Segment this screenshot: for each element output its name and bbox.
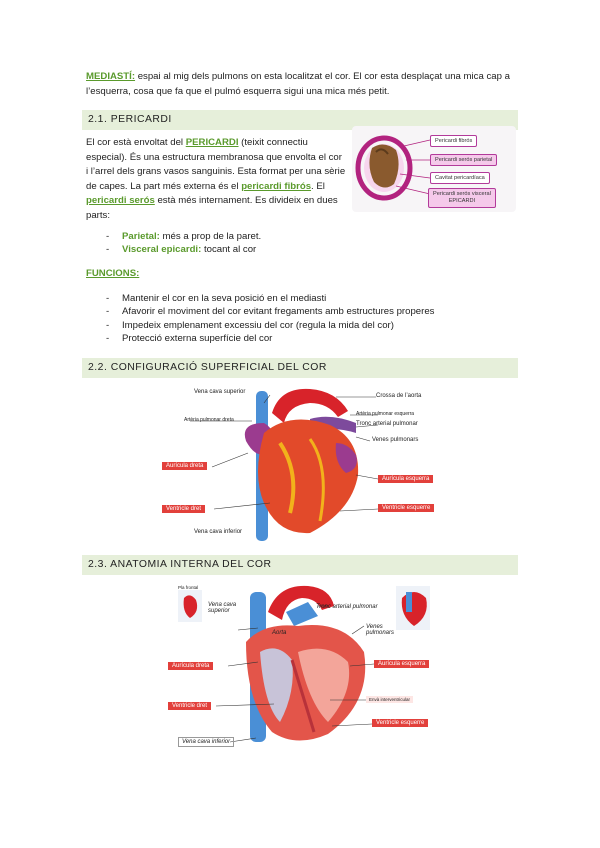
label-arteria-pulmonar-esquerra: Artèria pulmonar esquerra	[356, 411, 415, 417]
intro-line-2: l’esquerra, cosa que fa que el pulmó esquerra sigui una mica més petit.	[86, 85, 390, 97]
label-visceral-text: Pericardi serós visceral	[433, 191, 491, 197]
label-enva-interventricular: Envà interventricular	[366, 696, 413, 703]
label-ventricle-dret: Ventricle dret	[168, 702, 211, 710]
text-span: i l’arrel dels grans vasos sanguinis. Esta format per una sèrie	[86, 166, 346, 177]
label-auricula-esquerra: Aurícula esquerra	[378, 475, 433, 483]
funcions-list	[104, 292, 434, 346]
list-item	[104, 243, 261, 256]
heart-external-figure	[160, 383, 442, 543]
pericardi-parts-list	[104, 230, 261, 257]
list-item: - Mantenir el cor en la seva posició en el mediasti	[104, 292, 434, 305]
text-span: de capes. La part més externa és el	[86, 180, 242, 192]
text-span: (teixit connectiu	[238, 137, 308, 148]
label-ventricle-dret: Ventricle dret	[162, 505, 205, 513]
text-span: està més internament. Es divideix en dues	[154, 195, 338, 206]
label-auricula-dreta: Aurícula dreta	[168, 662, 213, 670]
label-pericardi-fibros: Pericardi fibrós	[430, 135, 477, 147]
label-aorta: Aorta	[272, 630, 287, 636]
label-crossa-aorta: Crossa de l’aorta	[376, 393, 422, 399]
item-text: més a prop de la paret.	[159, 231, 262, 242]
label-arteria-pulmonar-dreta: Artèria pulmonar dreta	[184, 417, 234, 423]
label-cavitat-pericardiaca: Cavitat pericardíaca	[430, 172, 490, 184]
text-span: especial). És una estructura membranosa que envolta el cor	[86, 151, 342, 163]
label-pla-frontal: Pla frontal	[178, 585, 199, 590]
label-venes-pulmonars: Venes pulmonars	[372, 437, 419, 443]
funcions-title: FUNCIONS:	[86, 268, 140, 279]
list-item	[104, 230, 261, 243]
pericardi-fibros-term: pericardi fibrós	[241, 180, 312, 192]
section-header-anatomia-interna: 2.3. ANATOMIA INTERNA DEL COR	[82, 555, 518, 575]
item-term: Visceral epicardi:	[122, 244, 202, 256]
label-pericardi-seros-parietal: Pericardi serós parietal	[430, 154, 497, 166]
label-vena-cava-inferior: Vena cava inferior	[178, 737, 234, 747]
intro-paragraph	[86, 70, 522, 99]
pericardi-figure	[352, 126, 516, 212]
text-span: El cor està envoltat del	[86, 137, 186, 148]
pericardi-term: PERICARDI	[185, 137, 239, 148]
section-header-pericardi: 2.1. PERICARDI	[82, 110, 518, 130]
pericardi-paragraph	[86, 136, 348, 223]
label-vena-cava-superior: Vena cava superior	[208, 602, 237, 614]
text-span: . El	[311, 180, 325, 192]
heart-internal-figure	[168, 582, 438, 754]
label-ventricle-esquerre: Ventricle esquerre	[372, 719, 428, 727]
label-vena-cava-inferior: Vena cava inferior	[194, 529, 243, 535]
intro-line-1: espai al mig dels pulmons on esta localitzat el cor. El cor esta desplaçat una mica cap a	[135, 71, 510, 82]
section-header-configuracio: 2.2. CONFIGURACIÓ SUPERFICIAL DEL COR	[82, 358, 518, 378]
list-item: - Impedeix emplenament excessiu del cor (regula la mida del cor)	[104, 319, 434, 332]
label-auricula-dreta: Aurícula dreta	[162, 462, 207, 470]
label-tronc-arterial: Tronc arterial pulmonar	[316, 604, 378, 610]
label-venes-pulmonars: Venes pulmonars	[366, 624, 395, 636]
label-ventricle-esquerre: Ventricle esquerre	[378, 504, 434, 512]
mediasti-term: MEDIASTÍ:	[86, 71, 136, 82]
label-auricula-esquerra: Aurícula esquerra	[374, 660, 429, 668]
label-tronc-arterial: Tronc arterial pulmonar	[356, 421, 418, 427]
list-item: - Afavorir el moviment del cor evitant fregaments amb estructures properes	[104, 305, 434, 318]
pericardi-seros-term: pericardi serós	[86, 195, 155, 206]
label-vena-cava-superior: Vena cava superior	[194, 389, 246, 395]
label-pericardi-seros-visceral	[428, 188, 496, 208]
item-term: Parietal:	[122, 231, 160, 242]
text-span: parts:	[86, 209, 110, 221]
list-item: - Protecció externa superfície del cor	[104, 332, 434, 345]
label-epicardi-text: EPICARDI	[448, 198, 476, 204]
item-text: tocant al cor	[201, 244, 257, 256]
